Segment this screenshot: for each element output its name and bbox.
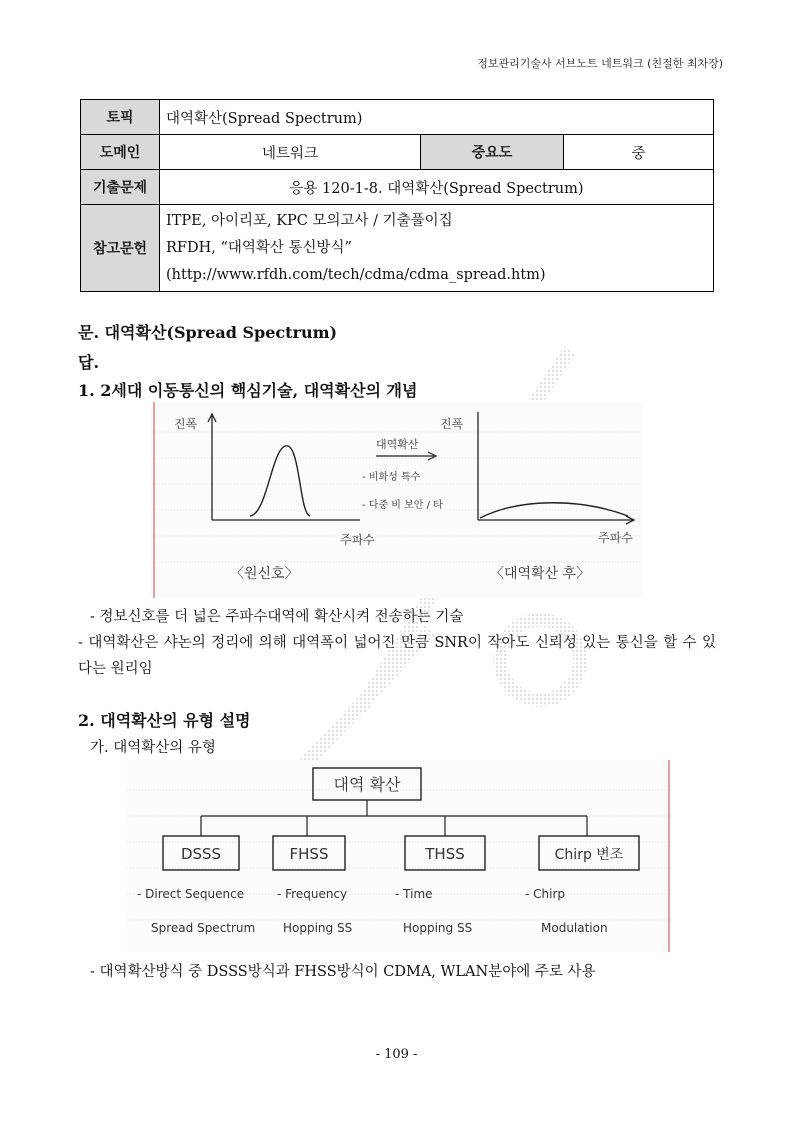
section2-title: 2. 대역확산의 유형 설명 bbox=[78, 711, 251, 730]
chirp-line1: - Chirp bbox=[525, 887, 566, 901]
ref-line-3: (http://www.rfdh.com/tech/cdma/cdma_spread.htm) bbox=[166, 266, 546, 283]
ref-value bbox=[160, 205, 714, 292]
question-title: 문. 대역확산(Spread Spectrum) bbox=[78, 323, 338, 342]
left-x-label: 주파수 bbox=[340, 533, 375, 547]
concept-bullet-2: - 대역확산은 샤논의 정리에 의해 대역폭이 넓어진 만큼 SNR이 작아도 신뢰성 있는 통신을 할 수 있다는 원리임 bbox=[78, 635, 716, 677]
running-header: 정보관리기술사 서브노트 네트워크 (친절한 최차장) bbox=[477, 57, 723, 70]
thss-line2: Hopping SS bbox=[403, 921, 473, 935]
spread-types-figure bbox=[127, 760, 671, 952]
answer-label: 답. bbox=[78, 353, 100, 372]
topic-value: 대역확산(Spread Spectrum) bbox=[160, 100, 714, 135]
importance-label: 중요도 bbox=[421, 135, 564, 170]
middle-note-2: - 비화성 특수 bbox=[362, 472, 421, 483]
right-y-label: 진폭 bbox=[440, 417, 464, 431]
chirp-line2: Modulation bbox=[541, 921, 608, 935]
type-chirp: Chirp 변조 bbox=[554, 847, 624, 863]
domain-value: 네트워크 bbox=[160, 135, 421, 170]
right-caption: 〈대역확산 후〉 bbox=[490, 566, 591, 582]
ref-label: 참고문헌 bbox=[81, 205, 160, 292]
topic-label: 토픽 bbox=[81, 100, 160, 135]
type-dsss: DSSS bbox=[180, 845, 222, 863]
ref-line-2: RFDH, “대역확산 통신방식” bbox=[166, 239, 352, 256]
importance-value: 중 bbox=[564, 135, 714, 170]
page-number: - 109 - bbox=[375, 1047, 418, 1062]
dsss-line1: - Direct Sequence bbox=[137, 887, 245, 901]
spread-concept-figure bbox=[150, 402, 642, 598]
tree-root: 대역 확산 bbox=[333, 775, 401, 794]
type-thss: THSS bbox=[425, 845, 465, 863]
exam-value: 응용 120-1-8. 대역확산(Spread Spectrum) bbox=[160, 170, 714, 205]
middle-note-3: - 다중 비 보안 / 타 bbox=[362, 500, 443, 511]
types-bullet: - 대역확산방식 중 DSSS방식과 FHSS방식이 CDMA, WLAN분야에 주로 사용 bbox=[90, 964, 596, 980]
right-x-label: 주파수 bbox=[598, 531, 633, 545]
section2-subtitle: 가. 대역확산의 유형 bbox=[90, 740, 216, 756]
thss-line1: - Time bbox=[395, 887, 433, 901]
fhss-line2: Hopping SS bbox=[283, 921, 353, 935]
concept-bullet-1: - 정보신호를 더 넓은 주파수대역에 확산시켜 전송하는 기술 bbox=[90, 609, 464, 625]
type-fhss: FHSS bbox=[289, 845, 329, 863]
left-caption: 〈원신호〉 bbox=[230, 566, 299, 582]
exam-label: 기출문제 bbox=[81, 170, 160, 205]
middle-note-1: 대역확산 bbox=[376, 438, 419, 451]
fhss-line1: - Frequency bbox=[277, 887, 348, 901]
dsss-line2: Spread Spectrum bbox=[151, 921, 256, 935]
meta-table bbox=[80, 99, 714, 292]
ref-line-1: ITPE, 아이리포, KPC 모의고사 / 기출풀이집 bbox=[166, 212, 453, 229]
left-y-label: 진폭 bbox=[174, 417, 198, 431]
section1-title: 1. 2세대 이동통신의 핵심기술, 대역확산의 개념 bbox=[78, 381, 418, 400]
domain-label: 도메인 bbox=[81, 135, 160, 170]
